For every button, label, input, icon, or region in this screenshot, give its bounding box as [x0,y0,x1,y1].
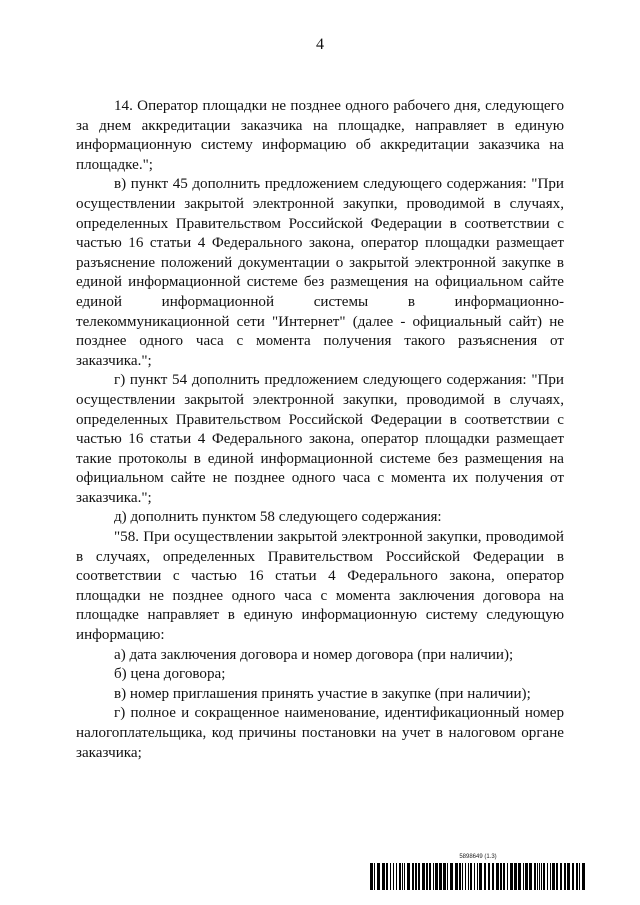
list-item-a: а) дата заключения договора и номер договора (при наличии); [114,646,514,663]
paragraph-amendment-v: в) пункт 45 дополнить предложением следующего содержания: "При осуществлении закрытой электронной закупки, проводимой в случаях, определенных Правительством Российской Федерации в соответствии с частью 16 статьи 4 Федерального закона, оператор площадки размещает разъяснение положений документации о закрытой электронной закупке в единой информационной системе без размещения на официальном сайте единой информационной системы в информационно-телекоммуникационной сети "Интернет" (далее - официальный сайт) не позднее одного часа с момента получения такого разъяснения от заказчика."; [76,176,564,369]
paragraph-amendment-g: г) пункт 54 дополнить предложением следующего содержания: "При осуществлении закрытой электронной закупки, проводимой в случаях, определенных Правительством Российской Федерации в соответствии с частью 16 статьи 4 Федерального закона, оператор площадки размещает такие протоколы в единой информационной системе без размещения на официальном сайте не позднее одного часа с момента их получения от заказчика."; [76,372,564,506]
list-item-g: г) полное и сокращенное наименование, идентификационный номер налогоплательщика, код причины постановки на учет в налоговом органе заказчика; [76,705,564,761]
list-item-b: б) цена договора; [114,666,226,683]
paragraph-amendment-d: д) дополнить пунктом 58 следующего содержания: [114,509,442,526]
document-body [76,97,564,763]
paragraph-item-58: "58. При осуществлении закрытой электронной закупки, проводимой в случаях, определенных Правительством Российской Федерации в соответствии с частью 16 статьи 4 Федерального закона, оператор площадки не позднее одного часа с момента заключения договора на площадке направляет в единую информационную систему следующую информацию: [76,529,564,644]
barcode [370,854,586,890]
list-item-v: в) номер приглашения принять участие в закупке (при наличии); [114,685,531,702]
paragraph-item-14: 14. Оператор площадки не позднее одного рабочего дня, следующего за днем аккредитации заказчика на площадке, направляет в единую информационную систему информацию об аккредитации заказчика на площадке."; [76,98,564,173]
barcode-number: 5898649 (1.3) [459,854,497,860]
barcode-icon [370,863,586,890]
page-number: 4 [316,36,324,53]
